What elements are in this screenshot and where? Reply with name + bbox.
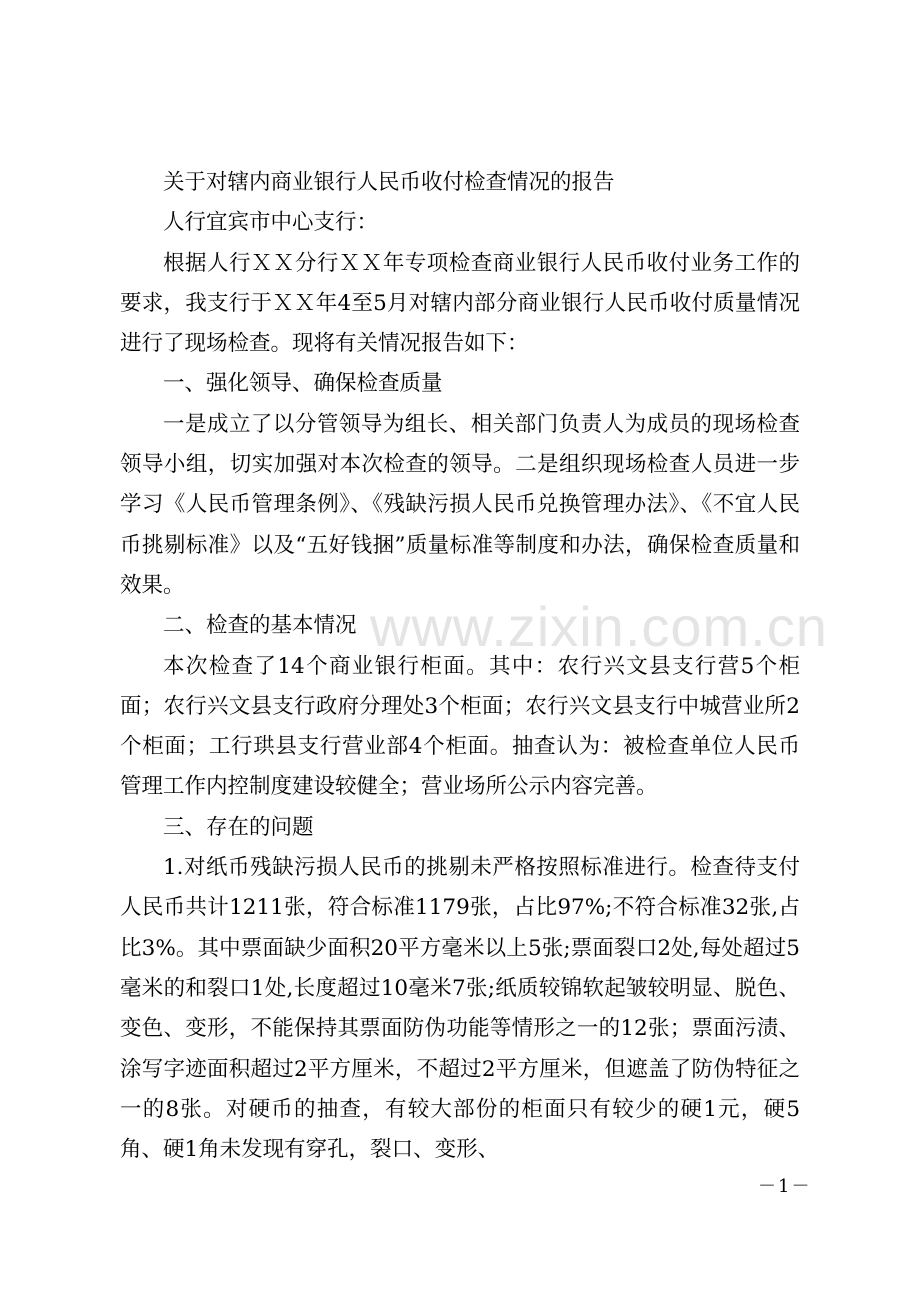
document-title: 关于对辖内商业银行人民币收付检查情况的报告	[163, 170, 615, 195]
paragraph-problems: 1.对纸币残缺污损人民币的挑剔未严格按照标准进行。检查待支付人民币共计1211张，符合标准1179张，占比97%;不符合标准32张,占比3%。其中票面缺少面积20平方毫米以上5张;票面裂口2处,每处超过5毫米的和裂口1处,长度超过10毫米7张;纸质较锦软起皱较明显、脱色、变色、变形，不能保持其票面防伪功能等情形之一的12张；票面污渍、涂写字迹面积超过2平方厘米，不超过2平方厘米，但遮盖了防伪特征之一的8张。对硬币的抽查，有较大部份的柜面只有较少的硬1元，硬5角、硬1角未发现有穿孔，裂口、变形、	[120, 855, 800, 1163]
paragraph-intro: 根据人行ＸＸ分行ＸＸ年专项检查商业银行人民币收付业务工作的要求，我支行于ＸＸ年4至5月对辖内部分商业银行人民币收付质量情况进行了现场检查。现将有关情况报告如下：	[120, 250, 800, 357]
document-body	[120, 163, 800, 1170]
salutation: 人行宜宾市中心支行：	[163, 210, 379, 236]
watermark: www.zixin.com.cn	[370, 595, 828, 658]
section-heading-2: 二、检查的基本情况	[163, 613, 357, 639]
paragraph-basic-situation: 本次检查了14个商业银行柜面。其中：农行兴文县支行营5个柜面；农行兴文县支行政府分理处3个柜面；农行兴文县支行中城营业所2个柜面；工行珙县支行营业部4个柜面。抽查认为：被检查单位人民币管理工作内控制度建设较健全；营业场所公示内容完善。	[120, 653, 800, 800]
paragraph-leadership: 一是成立了以分管领导为组长、相关部门负责人为成员的现场检查领导小组，切实加强对本次检查的领导。二是组织现场检查人员进一步学习《人民币管理条例》、《残缺污损人民币兑换管理办法》、《不宜人民币挑剔标准》以及“五好钱捆”质量标准等制度和办法，确保检查质量和效果。	[120, 411, 800, 598]
section-heading-3: 三、存在的问题	[163, 814, 314, 840]
page-number: －1－	[758, 1176, 812, 1197]
section-heading-1: 一、强化领导、确保检查质量	[163, 371, 443, 397]
